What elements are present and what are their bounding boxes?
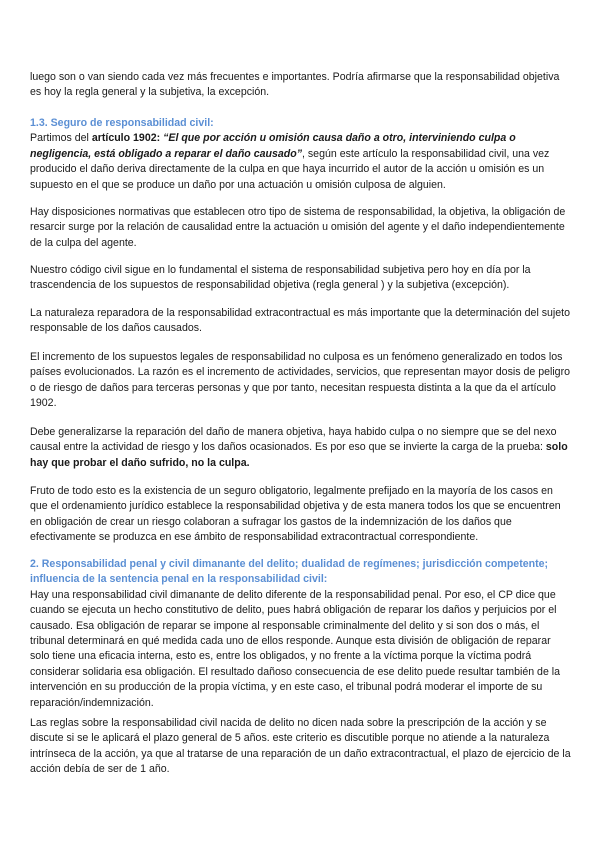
paragraph: La naturaleza reparadora de la responsabilidad extracontractual es más importante que la determinación del sujeto responsable de los daños causados. xyxy=(30,307,571,335)
section-1-3-paragraph xyxy=(30,131,572,193)
paragraph: Nuestro código civil sigue en lo fundamental el sistema de responsabilidad subjetiva pero hoy en día por la trascendencia de los supuestos de responsabilidad objetiva (regla general ) y la subjetiva (excepción). xyxy=(30,264,531,292)
paragraph: Las reglas sobre la responsabilidad civil nacida de delito no dicen nada sobre la prescripción de la acción y se discute si se le aplicará el plazo general de 5 años. este criterio es discutible porque no atiende a la naturaleza intrínseca de la acción, ya que al tratarse de una reparación de un daño extracontractual, el plazo de ejercicio de la acción debía de ser de 1 año. xyxy=(30,717,571,776)
article-quote: “El que por acción u omisión causa daño a otro, interviniendo culpa o negligencia, está obligado a reparar el daño causado” xyxy=(30,132,516,160)
section-1-3-heading: 1.3. Seguro de responsabilidad civil: xyxy=(30,117,214,129)
article-reference: artículo 1902: xyxy=(91,132,164,145)
paragraph xyxy=(30,425,572,471)
paragraph: El incremento de los supuestos legales de responsabilidad no culposa es un fenómeno generalizado en todos los países evolucionados. La razón es el incremento de actividades, servicios, que representan mayor dosis de peligro o de riesgo de daños para terceras personas y que por tanto, necesitan respuesta distinta a la que da el artículo 1902. xyxy=(30,351,570,410)
section-2-heading: 2. Responsabilidad penal y civil dimanante del delito; dualidad de regímenes; jurisdicción competente; influencia de la sentencia penal en la responsabilidad civil: xyxy=(30,558,549,586)
paragraph: Hay disposiciones normativas que establecen otro tipo de sistema de responsabilidad, la objetiva, la obligación de resarcir surge por la relación de causalidad entre la actuación u omisión del agente y el daño independientemente de la culpa del agente. xyxy=(30,206,566,249)
text-span: Debe generalizarse la reparación del daño de manera objetiva, haya habido culpa o no siempre que se del nexo causal entre la actividad de riesgo y los daños ocasionados. Es por eso que se invierte la carga de la prueba: xyxy=(30,426,557,454)
paragraph-intro: luego son o van siendo cada vez más frecuentes e importantes. Podría afirmarse que la responsabilidad objetiva es hoy la regla general y la subjetiva, la excepción. xyxy=(30,71,560,99)
text-span: Partimos del xyxy=(30,132,92,145)
paragraph: Fruto de todo esto es la existencia de un seguro obligatorio, legalmente prefijado en la mayoría de los casos en que el ordenamiento jurídico establece la responsabilidad objetiva y de esta manera todos los que se encuentren en obligación de crear un riesgo colaboran a sufragar los gastos de la indemnización de los daños que efectivamente se produzca en ese ámbito de responsabilidad extracontractual correspondiente. xyxy=(30,485,561,544)
text-span: , según este artículo la responsabilidad civil, una vez producido el daño deriva directamente de la culpa en que haya incurrido el autor de la acción u omisión es un supuesto en el que se produce un daño por una actuación u omisión culposa de alguien. xyxy=(30,147,550,191)
bold-text: solo hay que probar el daño sufrido, no la culpa. xyxy=(30,441,568,469)
section-2 xyxy=(30,557,572,711)
section-2-paragraph: Hay una responsabilidad civil dimanante de delito diferente de la responsabilidad penal. Por eso, el CP dice que cuando se ejecuta un hecho constitutivo de delito, pues habrá obligación de reparar los daños y perjuicios por el causado. Esa obligación de reparar se impone al responsable criminalmente del delito y si son dos o más, el tribunal determinará en qué medida cada uno de ellos responde. Aunque esta división de obligación de reparar solo tiene una eficacia interna, esto es, entre los obligados, y no frente a la víctima porque la víctima podrá considerar solidaria esa obligación. El resultado dañoso consecuencia de ese delito puede resultar también de la intervención en su producción de la propia víctima, y en este caso, el tribunal podrá moderar el importe de su reparación/indemnización. xyxy=(30,588,561,709)
section-1-3 xyxy=(30,116,572,193)
